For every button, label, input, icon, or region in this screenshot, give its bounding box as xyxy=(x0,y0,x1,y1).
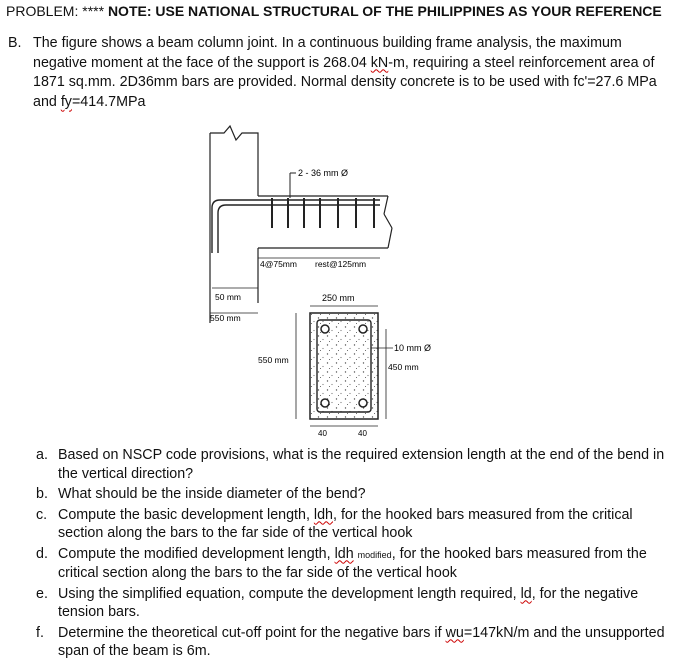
question-e xyxy=(36,585,678,622)
question-list xyxy=(36,446,678,663)
stirrup-spacing-label: 4@75mm xyxy=(260,259,297,269)
question-text: What should be the inside diameter of the bend? xyxy=(58,486,366,502)
bar-left xyxy=(321,325,329,333)
problem-label-b: B. xyxy=(8,35,22,51)
fy-symbol: fy xyxy=(60,93,72,110)
bars-label: 2 - 36 mm Ø xyxy=(298,168,349,178)
beam-column-figure xyxy=(200,118,490,448)
problem-text: The figure shows a beam column joint. In a continuous building frame analysis, the maximum negative moment at the face of the support is 268.04 kN-m, requiring a steel reinforcement area of 1871 sq.mm. 2D36mm bars are provided. Normal density concrete is to be used with fc'=27.6 MPa and fy=414.7MPa xyxy=(33,35,657,110)
question-a xyxy=(36,446,678,483)
question-d xyxy=(36,545,678,583)
stars: **** xyxy=(82,3,105,19)
problem-header xyxy=(6,3,662,19)
rest-spacing-label: rest@125mm xyxy=(315,259,367,269)
bar-right xyxy=(359,325,367,333)
question-label: b. xyxy=(36,486,48,502)
height-label: 550 mm xyxy=(258,355,289,365)
beam-column-diagram xyxy=(200,118,490,448)
question-label: d. xyxy=(36,545,48,562)
question-f xyxy=(36,624,678,661)
right-dim-label: 40 xyxy=(358,429,367,438)
left-dim-label: 40 xyxy=(318,429,327,438)
question-text: Compute the basic development length, ldh, for the hooked bars measured from the critical section along the bars to the far side of the vertical hook xyxy=(58,506,633,541)
question-c xyxy=(36,506,678,543)
question-text: Determine the theoretical cut-off point for the negative bars if wu=147kN/m and the unsupported span of the beam is 6m. xyxy=(58,624,665,659)
stirrup-dia-label: 10 mm Ø xyxy=(394,343,432,353)
problem-label: PROBLEM: xyxy=(6,3,79,19)
question-label: c. xyxy=(36,506,48,523)
question-text: Based on NSCP code provisions, what is the required extension length at the end of the bend in the vertical direction? xyxy=(58,447,665,482)
hooked-bars xyxy=(212,200,380,253)
section-width-label: 250 mm xyxy=(322,293,355,303)
stirrups xyxy=(272,198,374,228)
depth-label: 450 mm xyxy=(388,362,419,372)
column-outline xyxy=(210,126,258,253)
reference-note: NOTE: USE NATIONAL STRUCTURAL OF THE PHILIPPINES AS YOUR REFERENCE xyxy=(107,3,662,19)
question-text: Compute the modified development length, ldh modified, for the hooked bars measured from the critical section along the bars to the far side of the vertical hook xyxy=(58,545,647,581)
unit-kn: kN xyxy=(370,54,389,71)
question-label: f. xyxy=(36,624,44,641)
question-b xyxy=(36,485,678,504)
beam-cross-section xyxy=(310,313,378,419)
question-label: a. xyxy=(36,447,48,463)
problem-statement xyxy=(8,34,678,112)
question-text: Using the simplified equation, compute the development length required, ld, for the negative tension bars. xyxy=(58,585,639,620)
question-label: e. xyxy=(36,585,48,602)
cover-label: 50 mm xyxy=(215,292,241,302)
column-width-label: 550 mm xyxy=(210,313,241,323)
